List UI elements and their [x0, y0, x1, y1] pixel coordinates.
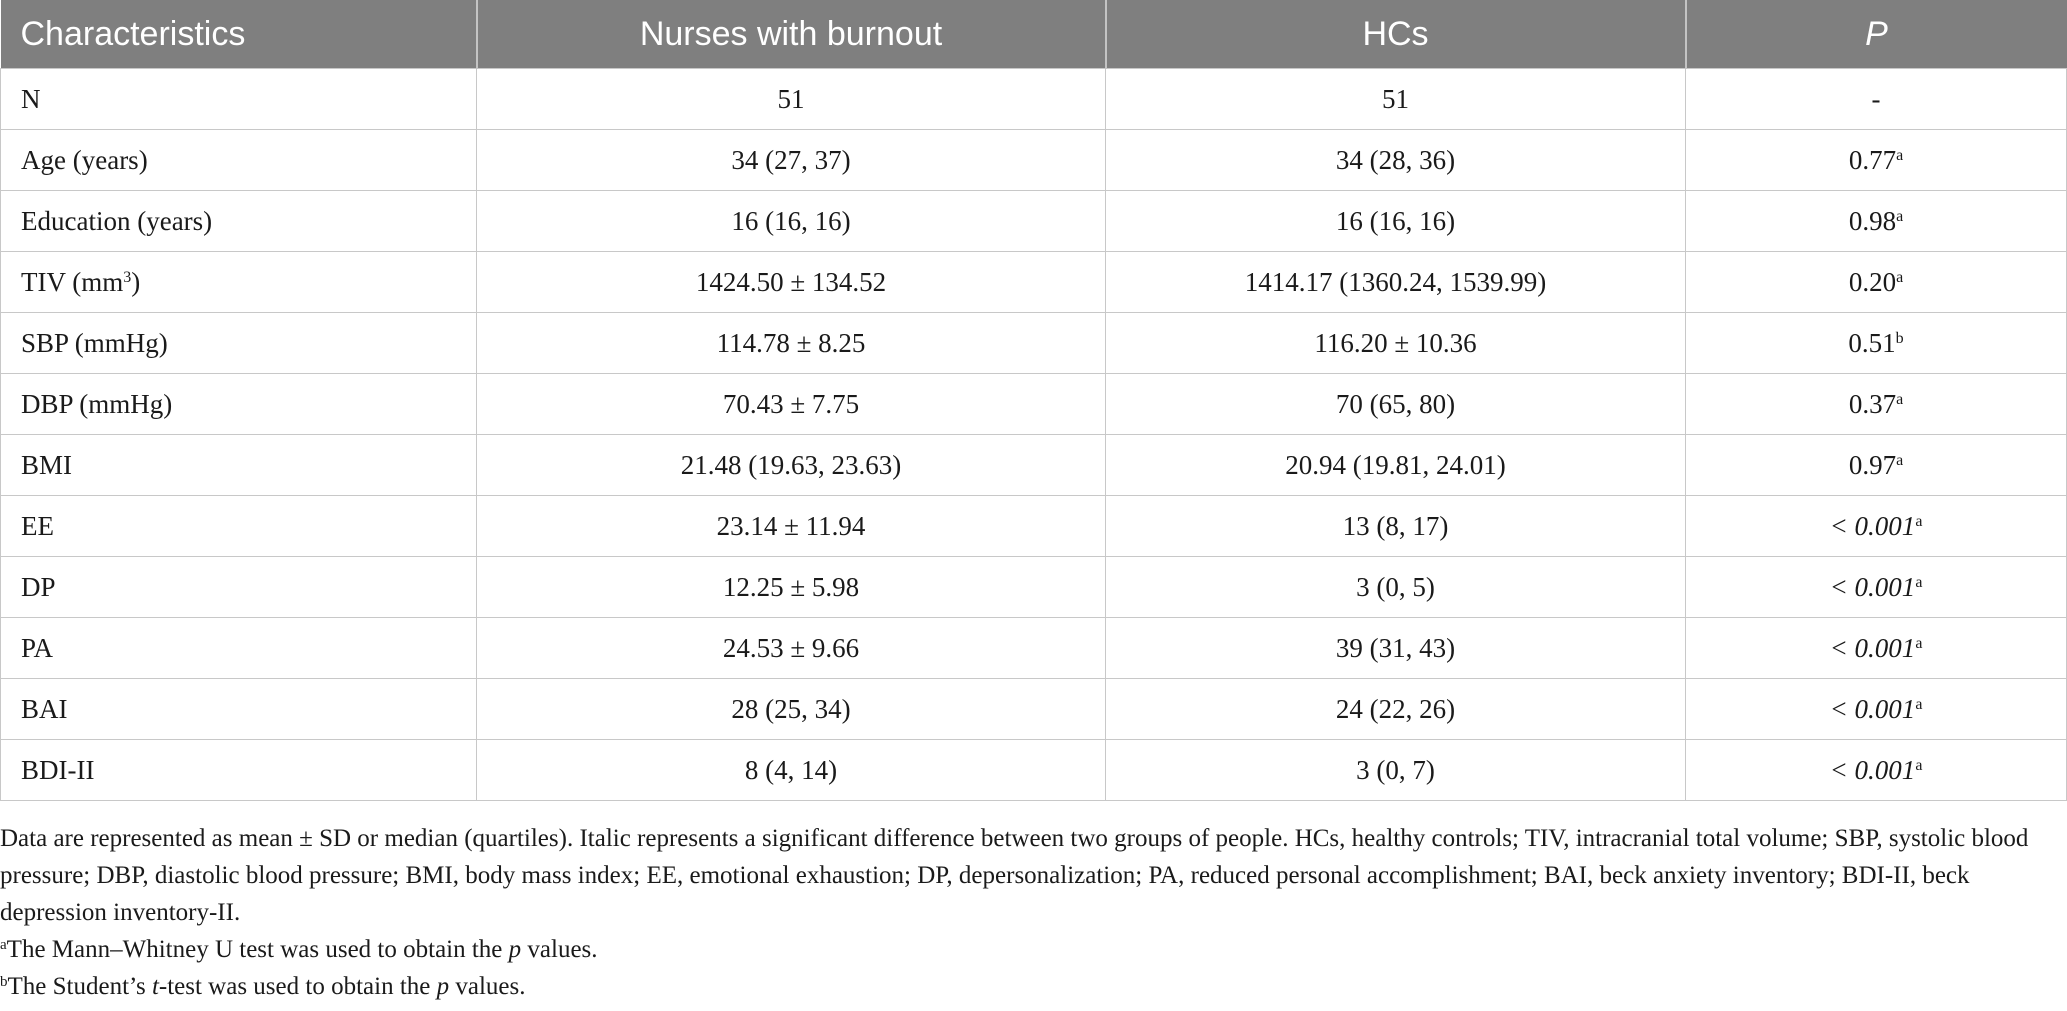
cell-characteristic: BAI [1, 679, 477, 740]
cell-nurses-burnout: 24.53 ± 9.66 [477, 618, 1106, 679]
cell-characteristic: TIV $(mm^3)$ [1, 252, 477, 313]
cell-hcs: 39 (31, 43) [1106, 618, 1686, 679]
cell-nurses-burnout: 1424.50 ± 134.52 [477, 252, 1106, 313]
cell-hcs: 13 (8, 17) [1106, 496, 1686, 557]
table-row [1, 435, 2067, 496]
cell-hcs: 24 (22, 26) [1106, 679, 1686, 740]
cell-p-value: 0.97$^a$ [1686, 435, 2067, 496]
cell-characteristic: PA [1, 618, 477, 679]
cell-hcs: 20.94 (19.81, 24.01) [1106, 435, 1686, 496]
cell-p-value: 0.37$^a$ [1686, 374, 2067, 435]
cell-hcs: 1414.17 (1360.24, 1539.99) [1106, 252, 1686, 313]
cell-hcs: 16 (16, 16) [1106, 191, 1686, 252]
table-row [1, 130, 2067, 191]
table-row [1, 191, 2067, 252]
cell-nurses-burnout: 114.78 ± 8.25 [477, 313, 1106, 374]
cell-hcs: 116.20 ± 10.36 [1106, 313, 1686, 374]
cell-hcs: 70 (65, 80) [1106, 374, 1686, 435]
table-notes [0, 820, 2040, 1005]
cell-p-value: - [1686, 69, 2067, 130]
footnote-b-marker: b [0, 974, 8, 990]
cell-nurses-burnout: 51 [477, 69, 1106, 130]
cell-characteristic: Education (years) [1, 191, 477, 252]
table-row [1, 618, 2067, 679]
cell-nurses-burnout: 23.14 ± 11.94 [477, 496, 1106, 557]
cell-characteristic: SBP (mmHg) [1, 313, 477, 374]
table-body [1, 69, 2067, 801]
cell-hcs: 3 (0, 5) [1106, 557, 1686, 618]
cell-p-value: 0.77$^a$ [1686, 130, 2067, 191]
table-row [1, 557, 2067, 618]
cell-characteristic: BMI [1, 435, 477, 496]
cell-p-value: < 0.001$^a$ [1686, 557, 2067, 618]
cell-p-value: 0.20$^a$ [1686, 252, 2067, 313]
header-nurses-burnout: Nurses with burnout [477, 0, 1106, 69]
cell-characteristic: EE [1, 496, 477, 557]
cell-nurses-burnout: 12.25 ± 5.98 [477, 557, 1106, 618]
table-row [1, 496, 2067, 557]
cell-nurses-burnout: 16 (16, 16) [477, 191, 1106, 252]
header-p: P [1686, 0, 2067, 69]
table-row [1, 252, 2067, 313]
cell-p-value: < 0.001$^a$ [1686, 740, 2067, 801]
cell-characteristic: N [1, 69, 477, 130]
cell-nurses-burnout: 70.43 ± 7.75 [477, 374, 1106, 435]
table-row [1, 740, 2067, 801]
cell-characteristic: DP [1, 557, 477, 618]
cell-nurses-burnout: 8 (4, 14) [477, 740, 1106, 801]
cell-characteristic: Age (years) [1, 130, 477, 191]
header-hcs: HCs [1106, 0, 1686, 69]
cell-p-value: 0.51$^b$ [1686, 313, 2067, 374]
table-row [1, 313, 2067, 374]
footnote-b: $^b$The Student’s t-test was used to obtain the p values. [0, 973, 526, 1000]
cell-characteristic: DBP (mmHg) [1, 374, 477, 435]
cell-hcs: 3 (0, 7) [1106, 740, 1686, 801]
table-row [1, 374, 2067, 435]
header-characteristics: Characteristics [1, 0, 477, 69]
table-header-row [1, 0, 2067, 69]
cell-hcs: 51 [1106, 69, 1686, 130]
notes-main: Data are represented as mean ± SD or median (quartiles). Italic represents a significant difference between two groups of people. HCs, healthy controls; TIV, intracranial total volume; SBP, systolic blood pressure; DBP, diastolic blood pressure; BMI, body mass index; EE, emotional exhaustion; DP, depersonalization; PA, reduced personal accomplishment; BAI, beck anxiety inventory; BDI-II, beck depression inventory-II. [0, 825, 2029, 926]
cell-nurses-burnout: 21.48 (19.63, 23.63) [477, 435, 1106, 496]
table-row [1, 679, 2067, 740]
footnote-a: $^a$The Mann–Whitney U test was used to obtain the p values. [0, 936, 598, 963]
cell-p-value: 0.98$^a$ [1686, 191, 2067, 252]
cell-p-value: < 0.001$^a$ [1686, 496, 2067, 557]
cell-p-value: < 0.001$^a$ [1686, 618, 2067, 679]
cell-nurses-burnout: 28 (25, 34) [477, 679, 1106, 740]
cell-characteristic: BDI-II [1, 740, 477, 801]
footnote-a-marker: a [0, 937, 7, 953]
cell-hcs: 34 (28, 36) [1106, 130, 1686, 191]
table-row [1, 69, 2067, 130]
cell-nurses-burnout: 34 (27, 37) [477, 130, 1106, 191]
cell-p-value: < 0.001$^a$ [1686, 679, 2067, 740]
